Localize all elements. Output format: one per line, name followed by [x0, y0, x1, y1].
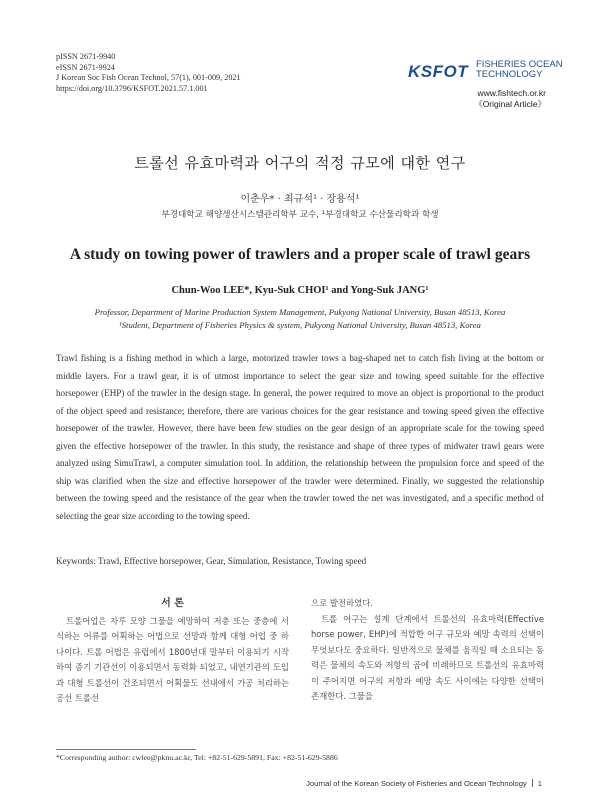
intro-paragraph-1: 트롤어업은 자루 모양 그물을 예망하여 저층 또는 중층에 서식하는 어류를 어획하는 어법으로 선망과 함께 대형 어업 중 하나이다. 트롤 어법은 유럽에서 1800년대 말부터 이용되기 시작하여 증기 기관선이 이용되면서 동력화 되었고, 내연기관의 도입과 대형 트롤선이 건조되면서 어획물도 선내에서 가공 처리하는 공선 트롤선 [56, 615, 289, 703]
abstract: Trawl fishing is a fishing method in which a large, motorized trawler tows a bag-shaped net to catch fish living at the bottom or middle layers. For a trawl gear, it is of utmost importance to select the gear size and towing speed suitable for the effective horsepower (EHP) of the trawler in the design stage. In general, the power required to move an object is proportional to the product of the object speed and resistance; therefore, there are various choices for the gear resistance and towing speed given the effective horsepower of the trawler. However, there have been few studies on the gear design of an appropriate scale for the towing speed given the effective horsepower of the trawler. In this study, the resistance and shape of three types of midwater trawl gears were analyzed using SimuTrawl, a computer simulation tool. In addition, the relationship between the propulsion force and speed of the ship was clarified when the size and effective horsepower of the trawler were determined. Finally, we suggested the relationship between the towing speed and the resistance of the gear when the trawler towed the net was investigated, and a specific method of selecting the gear size according to the towing speed. [56, 353, 544, 521]
affiliation-english-line-2: ¹Student, Department of Fisheries Physics & system, Pukyong National University, Busan 48513, Korea [119, 319, 481, 330]
body-column-right [311, 596, 544, 705]
journal-meta [56, 52, 241, 94]
intro-paragraph-2: 트롤 어구는 설계 단계에서 트롤선의 유효마력(Effective horse power, EHP)에 적합한 어구 규모와 예망 속력의 선택이 무엇보다도 중요하다. 일반적으로 물체를 움직일 때 소요되는 동력은 물체의 속도와 저항의 곱에 비례하므로 트롤선의 유효마력이 주어지면 어구의 저항과 예망 속도 사이에는 다양한 선택이 존재한다. 그물을 [311, 613, 544, 701]
article-type: 《Original Article》 [474, 99, 546, 109]
logo-mark: KSFOT [408, 62, 469, 81]
site-info [474, 88, 546, 110]
affiliation-english [0, 306, 600, 331]
footnote-divider [56, 749, 196, 750]
logo-line-1: FISHERIES OCEAN [476, 59, 563, 70]
section-heading-introduction: 서 론 [161, 598, 184, 609]
logo-text [476, 60, 563, 80]
footer-journal: Journal of the Korean Society of Fisheries and Ocean Technology [306, 779, 527, 788]
intro-paragraph-1-continued: 으로 발전하였다. [311, 598, 373, 608]
authors-korean: 이춘우* · 최규석¹ · 장용석¹ [240, 194, 360, 205]
footer-divider [532, 779, 533, 787]
footnote: *Corresponding author: cwlee@pknu.ac.kr, Tel: +82-51-629-5891, Fax: +82-51-629-5886 [56, 753, 338, 762]
body-column-left [56, 596, 289, 707]
pissn: pISSN 2671-9940 [56, 52, 116, 61]
title-korean: 트롤선 유효마력과 어구의 적정 규모에 대한 연구 [134, 154, 466, 172]
journal-logo [408, 52, 563, 84]
doi-link[interactable]: https://doi.org/10.3796/KSFOT.2021.57.1.001 [56, 83, 208, 93]
eissn: eISSN 2671-9924 [56, 62, 115, 72]
keywords: Keywords: Trawl, Effective horsepower, Gear, Simulation, Resistance, Towing speed [56, 556, 367, 566]
title-english: A study on towing power of trawlers and a proper scale of trawl gears [69, 246, 531, 263]
affiliation-korean: 부경대학교 해양생산시스템관리학부 교수, ¹부경대학교 수산물리학과 학생 [161, 210, 439, 220]
authors-english: Chun-Woo LEE*, Kyu-Suk CHOI¹ and Yong-Suk JANG¹ [171, 285, 429, 296]
site-url[interactable]: www.fishtech.or.kr [477, 88, 546, 98]
logo-line-2: TECHNOLOGY [476, 69, 543, 80]
affiliation-english-line-1: Professor, Department of Marine Production System Management, Pukyong National University, Busan 48513, Korea [94, 307, 506, 317]
page-number: 1 [537, 779, 542, 788]
citation: J Korean Soc Fish Ocean Technol, 57(1), 001-009, 2021 [56, 73, 241, 83]
page-footer [306, 779, 542, 788]
